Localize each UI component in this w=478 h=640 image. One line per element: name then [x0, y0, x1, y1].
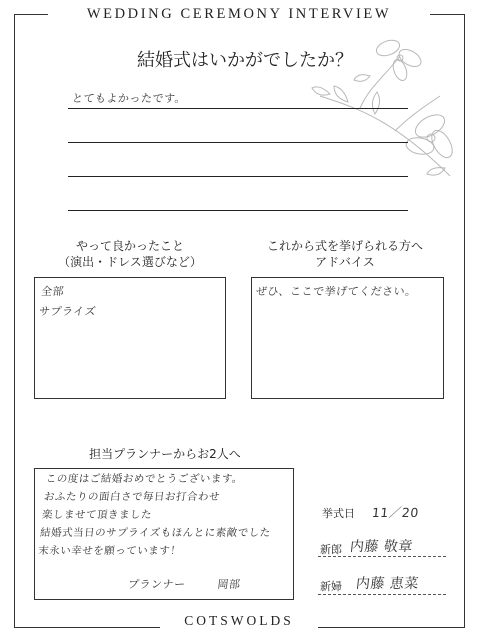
good-points-label-line2: （演出・ドレス選びなど） — [58, 255, 202, 269]
good-points-line: サプライズ — [38, 305, 97, 318]
planner-message-text — [37, 470, 277, 560]
bride-dotted-line — [318, 594, 446, 595]
advice-label — [250, 238, 440, 270]
answer-line — [68, 108, 408, 109]
advice-text — [255, 282, 418, 302]
frame-right-border — [464, 14, 465, 627]
frame-top-border-right — [430, 14, 465, 15]
frame-bottom-border-right — [318, 627, 465, 628]
groom-name: 内藤 敬章 — [349, 539, 414, 555]
planner-message-line: 結婚式当日のサプライズもほんとに素敵でした — [39, 527, 272, 539]
advice-label-line1: これから式を挙げられる方へ — [266, 239, 423, 253]
groom-dotted-line — [318, 556, 446, 557]
signature-name: 岡部 — [216, 578, 242, 591]
advice-label-line2: アドバイス — [315, 255, 375, 269]
question-title: 結婚式はいかがでしたか？ — [137, 50, 353, 71]
frame-left-border — [14, 14, 15, 627]
groom-label: 新郎 — [320, 543, 342, 556]
good-points-text — [38, 282, 99, 322]
question-answer: とてもよかったです。 — [71, 92, 187, 105]
footer-brand: COTSWOLDS — [160, 613, 318, 629]
answer-line — [68, 142, 408, 143]
planner-message-line: 楽しませて頂きました — [41, 509, 153, 521]
planner-message-line: 末永い幸せを願っています！ — [37, 545, 182, 557]
frame-bottom-border-left — [14, 627, 160, 628]
planner-message-line: この度はご結婚おめでとうございます。 — [45, 473, 244, 485]
bride-name: 内藤 恵菜 — [355, 576, 420, 592]
planner-message-line: おふたりの面白さで毎日お打合わせ — [43, 491, 221, 503]
good-points-label — [40, 238, 220, 270]
answer-line — [68, 210, 408, 211]
answer-line — [68, 176, 408, 177]
signature-role: プランナー — [127, 578, 187, 591]
advice-line: ぜひ、ここで挙げてください。 — [255, 285, 418, 298]
ceremony-date-value: 11／20 — [371, 505, 420, 520]
frame-top-border-left — [14, 14, 48, 15]
good-points-label-line1: やって良かったこと — [75, 239, 184, 253]
good-points-line: 全部 — [40, 285, 65, 298]
header-title: WEDDING CEREMONY INTERVIEW — [48, 6, 430, 23]
planner-message-label: 担当プランナーからお2人へ — [89, 447, 241, 461]
ceremony-date-label: 挙式日 — [322, 507, 355, 520]
planner-signature — [127, 576, 241, 592]
bride-label: 新婦 — [320, 580, 342, 593]
